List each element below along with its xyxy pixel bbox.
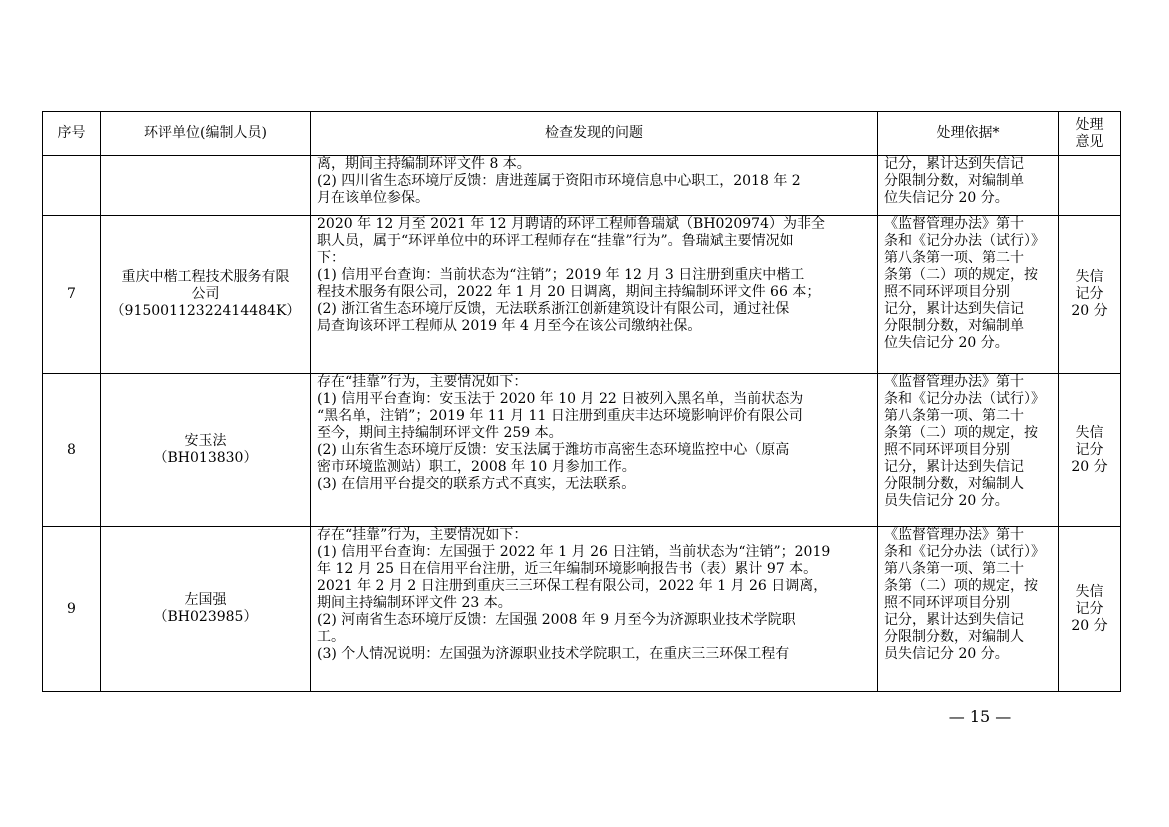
inspection-results-table <box>42 111 1121 692</box>
unit-code: （BH013830） <box>153 450 258 466</box>
cell-issues <box>311 216 878 374</box>
issue-line: (2) 河南省生态环境厅反馈：左国强 2008 年 9 月至今为济源职业技术学院职 <box>317 612 796 628</box>
issue-line: 程技术服务有限公司，2022 年 1 月 20 日调离，期间主持编制环评文件 66 本； <box>317 284 821 300</box>
issue-line: (1) 信用平台查询：当前状态为“注销”；2019 年 12 月 3 日注册到重庆中楷工 <box>317 267 805 283</box>
opinion-line: 记分 <box>1075 600 1104 617</box>
unit-name: 安玉法 <box>184 433 227 449</box>
issue-line: 密市环境监测站）职工，2008 年 10 月参加工作。 <box>317 459 636 475</box>
cell-basis <box>878 156 1059 216</box>
issue-line: 存在“挂靠”行为，主要情况如下： <box>317 374 528 390</box>
basis-line: 《监督管理办法》第十 <box>884 374 1024 390</box>
issue-line: 职人员，属于“环评单位中的环评工程师存在“挂靠”行为”。鲁瑞斌主要情况如 <box>317 233 794 249</box>
opinion-line: 20 分 <box>1071 617 1108 634</box>
issue-line: 下： <box>317 250 345 266</box>
issue-line: 2021 年 2 月 2 日注册到重庆三三环保工程有限公司，2022 年 1 月 26 日调离， <box>317 578 828 594</box>
table-header-row <box>43 112 1121 156</box>
header-basis: 处理依据* <box>878 112 1059 156</box>
cell-opinion <box>1059 527 1121 692</box>
issue-line: (2) 山东省生态环境厅反馈：安玉法属于潍坊市高密生态环境监控中心（原高 <box>317 442 790 458</box>
cell-unit <box>101 216 311 374</box>
issue-line: 存在“挂靠”行为，主要情况如下： <box>317 527 528 543</box>
basis-line: 条第（二）项的规定，按 <box>884 578 1038 594</box>
cell-issues <box>311 374 878 527</box>
basis-line: 位失信记分 20 分。 <box>884 335 1009 351</box>
issue-line: (2) 四川省生态环境厅反馈：唐进莲属于资阳市环境信息中心职工，2018 年 2 <box>317 173 801 189</box>
unit-name: 重庆中楷工程技术服务有限公司 <box>121 269 290 302</box>
basis-line: 记分，累计达到失信记 <box>884 156 1024 172</box>
opinion-line: 20 分 <box>1071 303 1108 319</box>
cell-unit <box>101 374 311 527</box>
basis-line: 记分，累计达到失信记 <box>884 459 1024 475</box>
basis-line: 照不同环评项目分别 <box>884 595 1010 611</box>
cell-seq <box>43 156 101 216</box>
table-row <box>43 216 1121 374</box>
table-row <box>43 156 1121 216</box>
opinion-line: 失信 <box>1075 583 1104 600</box>
issue-line: 离，期间主持编制环评文件 8 本。 <box>317 156 531 172</box>
basis-line: 《监督管理办法》第十 <box>884 527 1024 543</box>
issue-line: (1) 信用平台查询：安玉法于 2020 年 10 月 22 日被列入黑名单，当前状态为 <box>317 391 804 407</box>
basis-line: 照不同环评项目分别 <box>884 284 1010 300</box>
issue-line: (3) 个人情况说明：左国强为济源职业技术学院职工，在重庆三三环保工程有 <box>317 646 790 662</box>
basis-line: 第八条第一项、第二十 <box>884 561 1024 577</box>
cell-opinion <box>1059 156 1121 216</box>
cell-seq: 9 <box>43 527 101 692</box>
cell-basis <box>878 216 1059 374</box>
basis-line: 条和《记分办法（试行）》 <box>884 391 1045 407</box>
issue-line: 至今，期间主持编制环评文件 259 本。 <box>317 425 563 441</box>
opinion-line: 失信 <box>1075 269 1104 285</box>
header-issues: 检查发现的问题 <box>311 112 878 156</box>
page-number: — 15 — <box>948 707 1012 726</box>
issue-line: 2020 年 12 月至 2021 年 12 月聘请的环评工程师鲁瑞斌（BH020974）为非全 <box>317 216 825 232</box>
opinion-line: 失信 <box>1075 424 1104 441</box>
issue-line: (1) 信用平台查询：左国强于 2022 年 1 月 26 日注销，当前状态为“注销”；2019 <box>317 544 831 560</box>
cell-issues <box>311 156 878 216</box>
basis-line: 照不同环评项目分别 <box>884 442 1010 458</box>
cell-seq: 8 <box>43 374 101 527</box>
unit-name: 左国强 <box>184 592 227 608</box>
basis-line: 条和《记分办法（试行）》 <box>884 544 1045 560</box>
cell-unit <box>101 527 311 692</box>
header-seq: 序号 <box>43 112 101 156</box>
table-row <box>43 374 1121 527</box>
basis-line: 分限制分数，对编制单 <box>884 318 1024 334</box>
unit-code: （91500112322414484K） <box>110 303 301 319</box>
table-row <box>43 527 1121 692</box>
issue-line: (3) 在信用平台提交的联系方式不真实，无法联系。 <box>317 476 636 492</box>
cell-issues <box>311 527 878 692</box>
basis-line: 第八条第一项、第二十 <box>884 408 1024 424</box>
issue-line: 工。 <box>317 629 345 645</box>
basis-line: 条第（二）项的规定，按 <box>884 267 1038 283</box>
header-opinion <box>1059 112 1121 156</box>
basis-line: 位失信记分 20 分。 <box>884 190 1009 206</box>
basis-line: 分限制分数，对编制人 <box>884 476 1024 492</box>
cell-basis <box>878 527 1059 692</box>
basis-line: 《监督管理办法》第十 <box>884 216 1024 232</box>
cell-opinion <box>1059 374 1121 527</box>
basis-line: 分限制分数，对编制单 <box>884 173 1024 189</box>
opinion-line: 记分 <box>1075 286 1104 302</box>
cell-basis <box>878 374 1059 527</box>
basis-line: 员失信记分 20 分。 <box>884 493 1009 509</box>
basis-line: 分限制分数，对编制人 <box>884 629 1024 645</box>
basis-line: 条第（二）项的规定，按 <box>884 425 1038 441</box>
basis-line: 员失信记分 20 分。 <box>884 646 1009 662</box>
table-body <box>43 156 1121 692</box>
header-opinion-line-1: 处理 <box>1075 116 1104 133</box>
opinion-line: 20 分 <box>1071 458 1108 475</box>
issue-line: 期间主持编制环评文件 23 本。 <box>317 595 512 611</box>
basis-line: 条和《记分办法（试行）》 <box>884 233 1045 249</box>
issue-line: “黑名单，注销”；2019 年 11 月 11 日注册到重庆丰达环境影响评价有限公司 <box>317 408 803 424</box>
basis-line: 第八条第一项、第二十 <box>884 250 1024 266</box>
basis-line: 记分，累计达到失信记 <box>884 612 1024 628</box>
basis-line: 记分，累计达到失信记 <box>884 301 1024 317</box>
issue-line: 年 12 月 25 日在信用平台注册，近三年编制环境影响报告书（表）累计 97 本。 <box>317 561 818 577</box>
opinion-line: 记分 <box>1075 441 1104 458</box>
cell-seq: 7 <box>43 216 101 374</box>
cell-unit <box>101 156 311 216</box>
issue-line: 月在该单位参保。 <box>317 190 429 206</box>
header-unit: 环评单位(编制人员) <box>101 112 311 156</box>
issue-line: (2) 浙江省生态环境厅反馈，无法联系浙江创新建筑设计有限公司，通过社保 <box>317 301 790 317</box>
header-opinion-line-2: 意见 <box>1075 133 1104 150</box>
cell-opinion <box>1059 216 1121 374</box>
unit-code: （BH023985） <box>153 609 258 625</box>
issue-line: 局查询该环评工程师从 2019 年 4 月至今在该公司缴纳社保。 <box>317 318 702 334</box>
